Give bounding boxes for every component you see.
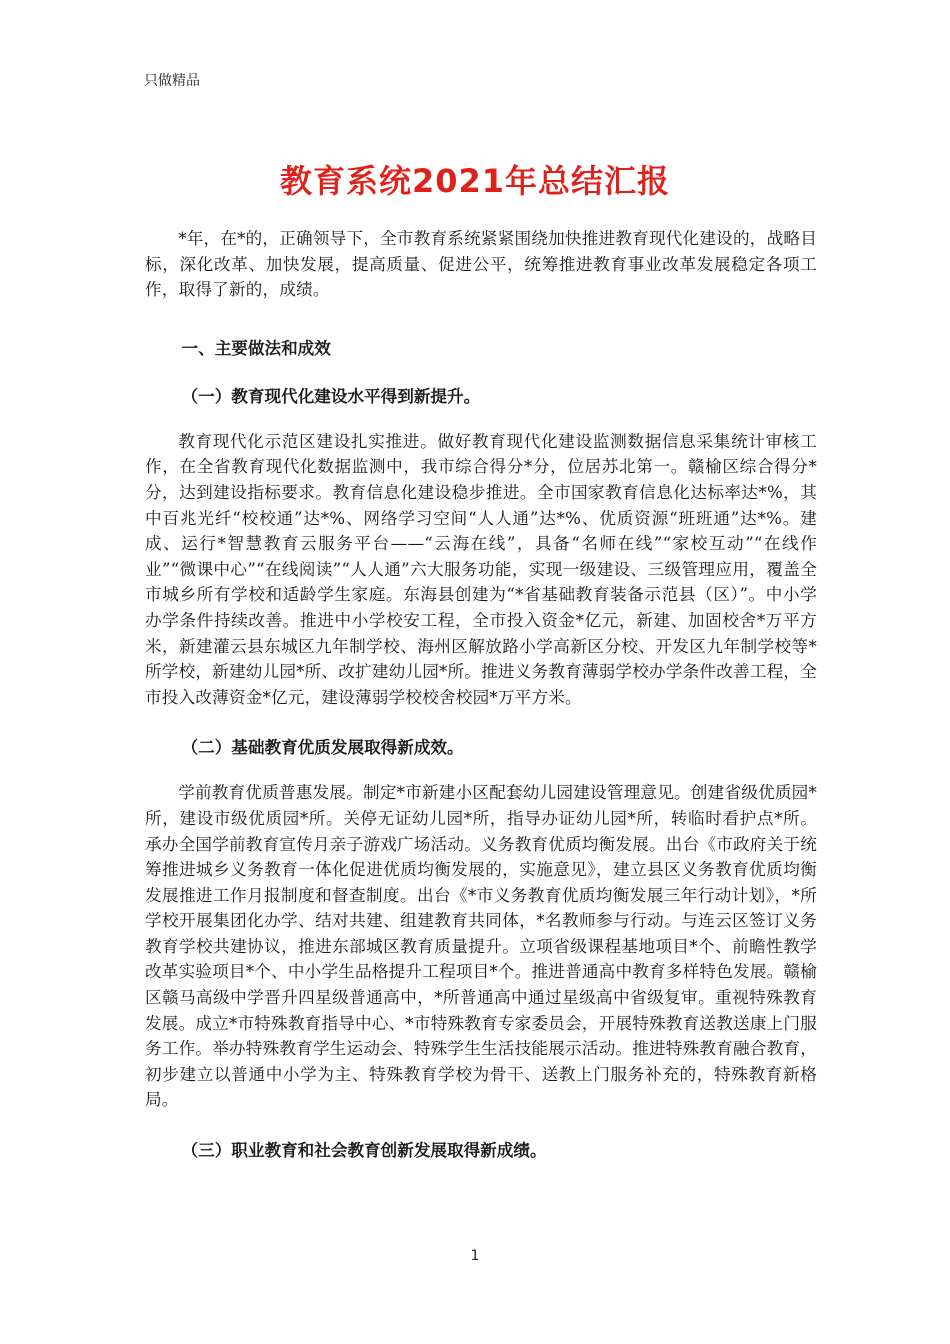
subsection-heading-3: （三）职业教育和社会教育创新发展取得新成绩。: [181, 1141, 547, 1161]
subsection-1-paragraph: 教育现代化示范区建设扎实推进。做好教育现代化建设监测数据信息采集统计审核工作，在全省教育现代化数据监测中，我市综合得分*分，位居苏北第一。赣榆区综合得分*分，达到建设指标要求。教育信息化建设稳步推进。全市国家教育信息化达标率达*%，其中百兆光纤“校校通”达*%、网络学习空间“人人通”达*%、优质资源“班班通”达*%。建成、运行*智慧教育云服务平台——“云海在线”，具备“名师在线”“家校互动”“在线作业”“微课中心”“在线阅读”“人人通”六大服务功能，实现一级建设、三级管理应用，覆盖全市城乡所有学校和适龄学生家庭。东海县创建为“*省基础教育装备示范县（区）”。中小学办学条件持续改善。推进中小学校安工程，全市投入资金*亿元，新建、加固校舍*万平方米，新建灌云县东城区九年制学校、海州区解放路小学高新区分校、开发区九年制学校等*所学校，新建幼儿园*所、改扩建幼儿园*所。推进义务教育薄弱学校办学条件改善工程，全市投入改薄资金*亿元，建设薄弱学校校舍校园*万平方米。: [145, 431, 817, 707]
document-title: 教育系统2021年总结汇报: [279, 162, 671, 200]
page-number: 1: [470, 1248, 480, 1264]
subsection-2-paragraph: 学前教育优质普惠发展。制定*市新建小区配套幼儿园建设管理意见。创建省级优质园*所，建设市级优质园*所。关停无证幼儿园*所，指导办证幼儿园*所，转临时看护点*所。承办全国学前教育宣传月亲子游戏广场活动。义务教育优质均衡发展。出台《市政府关于统筹推进城乡义务教育一体化促进优质均衡发展的，实施意见》，建立县区义务教育优质均衡发展推进工作月报制度和督查制度。出台《*市义务教育优质均衡发展三年行动计划》，*所学校开展集团化办学、结对共建、组建教育共同体，*名教师参与行动。与连云区签订义务教育学校共建协议，推进东部城区教育质量提升。立项省级课程基地项目*个、前瞻性教学改革实验项目*个、中小学生品格提升工程项目*个。推进普通高中教育多样特色发展。赣榆区赣马高级中学晋升四星级普通高中，*所普通高中通过星级高中省级复审。重视特殊教育发展。成立*市特殊教育指导中心、*市特殊教育专家委员会，开展特殊教育送教送康上门服务工作。举办特殊教育学生运动会、特殊学生生活技能展示活动。推进特殊教育融合教育，初步建立以普通中小学为主、特殊教育学校为骨干、送教上门服务补充的，特殊教育新格局。: [145, 783, 817, 1110]
subsection-heading-2: （二）基础教育优质发展取得新成效。: [181, 738, 464, 758]
subsection-heading-1: （一）教育现代化建设水平得到新提升。: [181, 386, 481, 406]
intro-paragraph: *年，在*的，正确领导下，全市教育系统紧紧围绕加快推进教育现代化建设的，战略目标，深化改革、加快发展，提高质量、促进公平，统筹推进教育事业改革发展稳定各项工作，取得了新的，成绩。: [145, 229, 817, 300]
section-heading-1: 一、主要做法和成效: [181, 338, 331, 358]
page-header: 只做精品: [144, 73, 200, 89]
document-body: [145, 226, 817, 1183]
